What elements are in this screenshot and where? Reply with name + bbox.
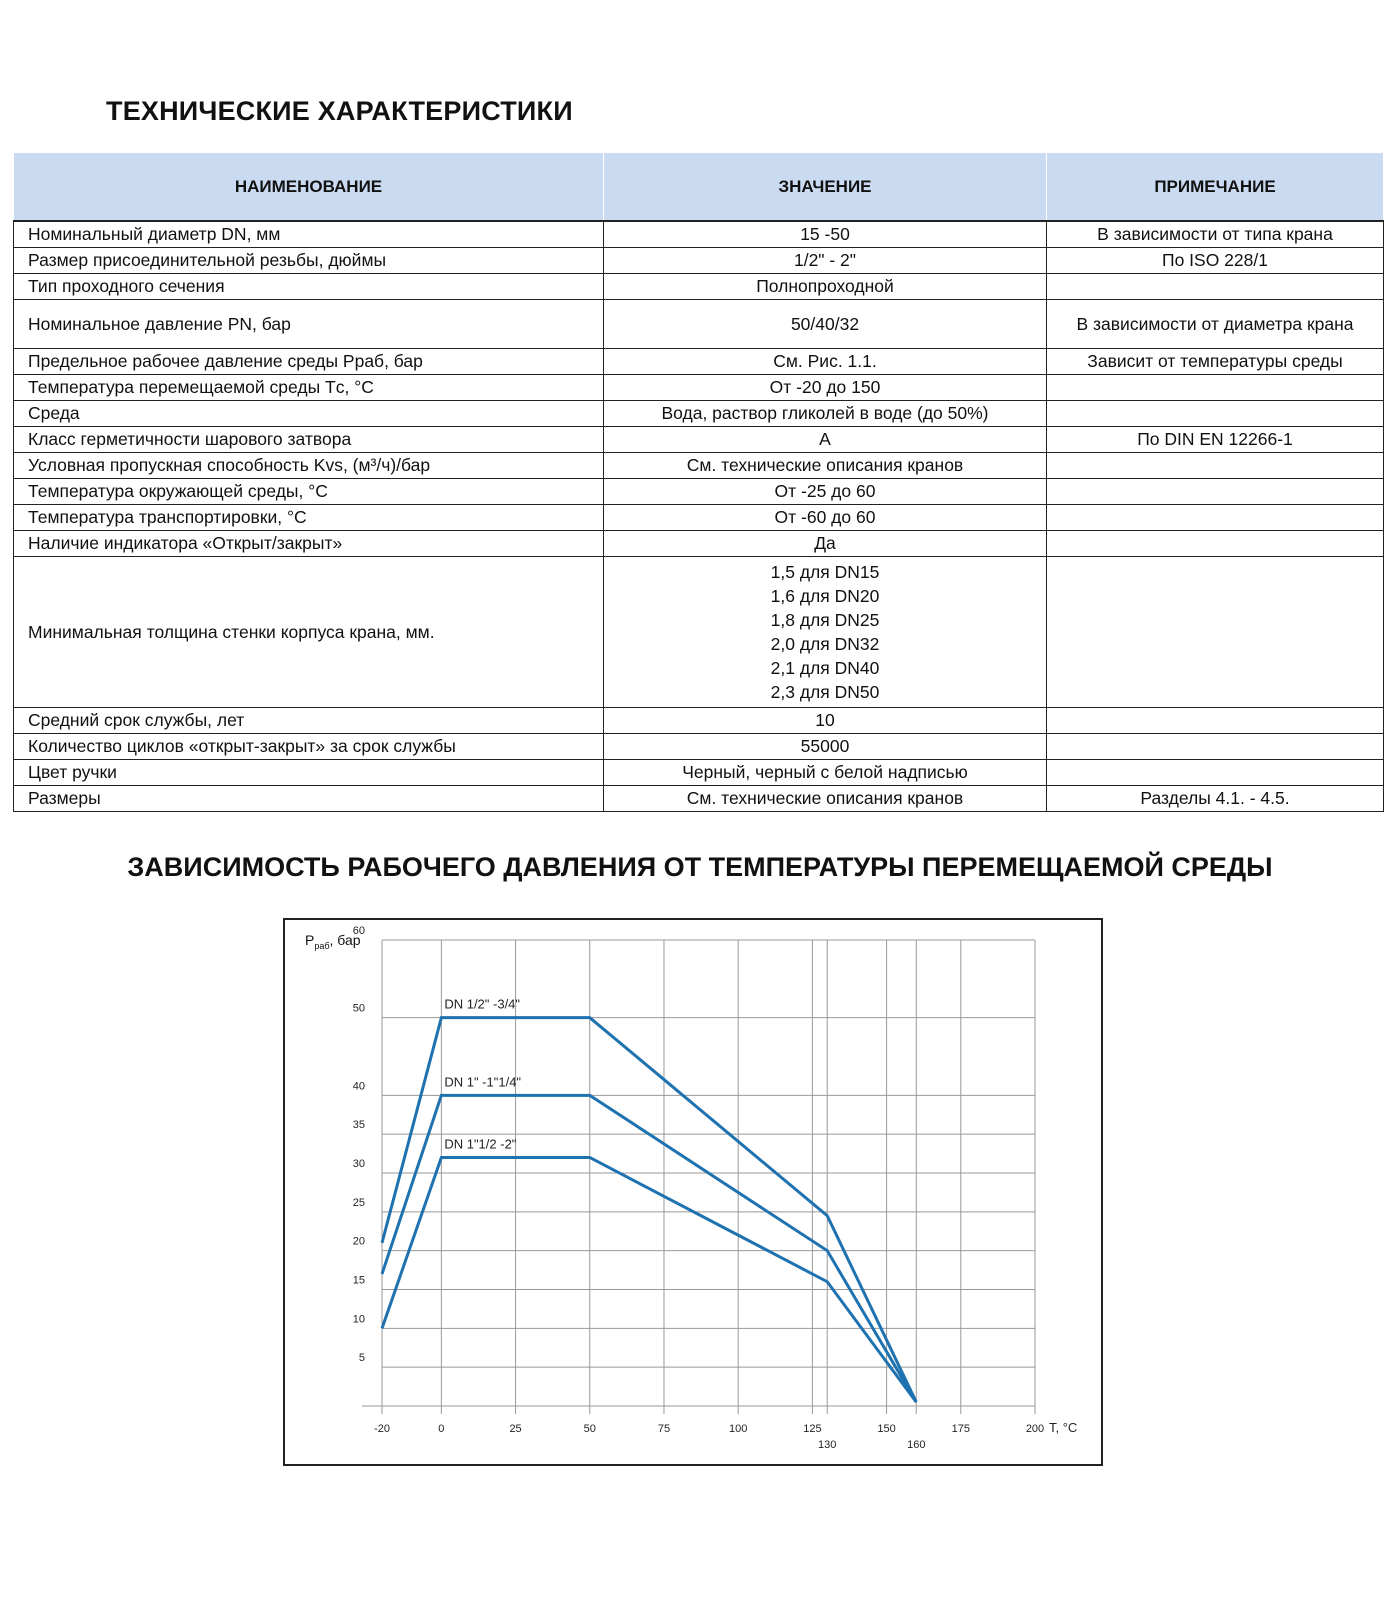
cell-note: [1047, 453, 1384, 479]
x-tick-label: 200: [1025, 1423, 1045, 1435]
cell-value: А: [604, 427, 1047, 453]
table-row: [14, 401, 1384, 427]
table-row: [14, 760, 1384, 786]
cell-name: Наличие индикатора «Открыт/закрыт»: [14, 531, 604, 557]
table-row: [14, 274, 1384, 300]
specs-table: [13, 152, 1384, 812]
cell-name: Класс герметичности шарового затвора: [14, 427, 604, 453]
cell-note: [1047, 401, 1384, 427]
x-tick-label: 75: [657, 1423, 671, 1435]
cell-note: В зависимости от типа крана: [1047, 221, 1384, 248]
cell-note: [1047, 760, 1384, 786]
cell-note: По DIN EN 12266-1: [1047, 427, 1384, 453]
cell-value: Черный, черный с белой надписью: [604, 760, 1047, 786]
cell-value: [604, 557, 1047, 708]
section-title-specs: ТЕХНИЧЕСКИЕ ХАРАКТЕРИСТИКИ: [106, 96, 573, 126]
x-tick-label: 100: [729, 1423, 748, 1435]
x-tick-label-extra: 160: [907, 1439, 926, 1451]
cell-value: 10: [604, 708, 1047, 734]
table-row: [14, 708, 1384, 734]
cell-value: От -60 до 60: [604, 505, 1047, 531]
section-title-chart: ЗАВИСИМОСТЬ РАБОЧЕГО ДАВЛЕНИЯ ОТ ТЕМПЕРАТУРЫ ПЕРЕМЕЩАЕМОЙ СРЕДЫ: [127, 852, 1273, 882]
cell-value: 50/40/32: [604, 300, 1047, 349]
x-tick-label: 125: [803, 1423, 822, 1435]
x-tick-label: 175: [951, 1423, 970, 1435]
cell-name: Минимальная толщина стенки корпуса крана, мм.: [14, 557, 604, 708]
cell-value: См. Рис. 1.1.: [604, 349, 1047, 375]
cell-name: Номинальное давление PN, бар: [14, 300, 604, 349]
cell-note: По ISO 228/1: [1047, 248, 1384, 274]
table-row: [14, 505, 1384, 531]
table-row: [14, 375, 1384, 401]
cell-note: В зависимости от диаметра крана: [1047, 300, 1384, 349]
cell-name: Среда: [14, 401, 604, 427]
cell-value: Полнопроходной: [604, 274, 1047, 300]
table-row: [14, 531, 1384, 557]
cell-name: Размер присоединительной резьбы, дюймы: [14, 248, 604, 274]
header-name: НАИМЕНОВАНИЕ: [14, 153, 604, 222]
cell-name: Температура перемещаемой среды Tс, °С: [14, 375, 604, 401]
cell-name: Температура окружающей среды, °С: [14, 479, 604, 505]
cell-note: [1047, 531, 1384, 557]
y-tick-label: 30: [352, 1158, 365, 1170]
cell-note: [1047, 557, 1384, 708]
table-row: [14, 734, 1384, 760]
table-row: [14, 221, 1384, 248]
cell-note: Зависит от температуры среды: [1047, 349, 1384, 375]
table-row: [14, 349, 1384, 375]
cell-value: См. технические описания кранов: [604, 786, 1047, 812]
y-tick-label: 20: [352, 1235, 365, 1248]
x-axis-label: T, °С: [1049, 1420, 1078, 1435]
x-tick-label: -20: [374, 1423, 390, 1435]
series-line: [382, 1157, 916, 1402]
header-note: ПРИМЕЧАНИЕ: [1047, 153, 1384, 222]
cell-value-line: 1,6 для DN20: [770, 586, 880, 606]
cell-note: [1047, 708, 1384, 734]
y-axis-label: $P_{раб}$, бар: [305, 932, 361, 951]
cell-note: [1047, 479, 1384, 505]
series-label: DN 1/2" -3/4": [444, 996, 521, 1012]
cell-name: Номинальный диаметр DN, мм: [14, 221, 604, 248]
cell-name: Средний срок службы, лет: [14, 708, 604, 734]
cell-value-line: 2,3 для DN50: [770, 682, 880, 702]
cell-note: [1047, 505, 1384, 531]
cell-name: Температура транспортировки, °С: [14, 505, 604, 531]
x-tick-label: 0: [438, 1423, 445, 1435]
cell-value-line: 1,8 для DN25: [770, 610, 880, 630]
cell-name: Количество циклов «открыт-закрыт» за срок службы: [14, 734, 604, 760]
pressure-temperature-chart: [283, 918, 1103, 1466]
table-row: [14, 479, 1384, 505]
header-value: ЗНАЧЕНИЕ: [604, 153, 1047, 222]
cell-note: Разделы 4.1. - 4.5.: [1047, 786, 1384, 812]
cell-name: Предельное рабочее давление среды Pраб, бар: [14, 349, 604, 375]
cell-note: [1047, 734, 1384, 760]
cell-value: 15 -50: [604, 221, 1047, 248]
cell-value-line: 2,1 для DN40: [770, 658, 880, 678]
cell-value-line: 1,5 для DN15: [770, 562, 880, 582]
table-row: [14, 453, 1384, 479]
y-tick-label: 40: [352, 1080, 365, 1093]
cell-name: Цвет ручки: [14, 760, 604, 786]
cell-value-line: 2,0 для DN32: [770, 634, 880, 654]
cell-note: [1047, 375, 1384, 401]
cell-value: Да: [604, 531, 1047, 557]
series-label: DN 1"1/2 -2": [444, 1136, 517, 1152]
y-tick-label: 50: [352, 1002, 365, 1015]
y-tick-label: 15: [352, 1274, 365, 1287]
x-tick-label-extra: 130: [818, 1439, 837, 1451]
cell-name: Размеры: [14, 786, 604, 812]
cell-value: От -20 до 150: [604, 375, 1047, 401]
x-tick-label: 150: [877, 1423, 896, 1435]
table-row: [14, 248, 1384, 274]
series-label: DN 1" -1"1/4": [444, 1074, 522, 1090]
cell-name: Тип проходного сечения: [14, 274, 604, 300]
chart-svg: [285, 920, 1101, 1464]
cell-name: Условная пропускная способность Kvs, (м³/ч)/бар: [14, 453, 604, 479]
cell-value: 55000: [604, 734, 1047, 760]
x-tick-label: 25: [509, 1423, 522, 1435]
table-row: [14, 786, 1384, 812]
table-row: [14, 300, 1384, 349]
y-tick-label: 60: [352, 925, 365, 937]
y-tick-label: 10: [352, 1313, 365, 1326]
cell-note: [1047, 274, 1384, 300]
y-tick-label: 25: [352, 1196, 365, 1209]
y-tick-label: 5: [358, 1352, 365, 1365]
table-row: [14, 427, 1384, 453]
cell-value: Вода, раствор гликолей в воде (до 50%): [604, 401, 1047, 427]
table-header-row: [14, 153, 1384, 222]
cell-value: См. технические описания кранов: [604, 453, 1047, 479]
table-row: [14, 557, 1384, 708]
y-tick-label: 35: [352, 1119, 365, 1132]
x-tick-label: 50: [583, 1423, 596, 1435]
cell-value: От -25 до 60: [604, 479, 1047, 505]
cell-value: 1/2" - 2": [604, 248, 1047, 274]
